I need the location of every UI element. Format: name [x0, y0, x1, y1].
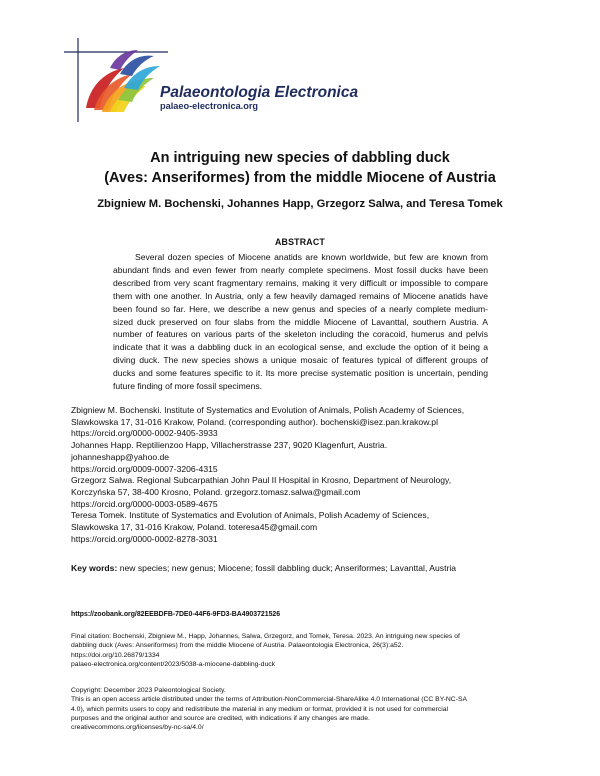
affiliation-line: Grzegorz Salwa. Regional Subcarpathian John Paul II Hospital in Krosno, Department of Neurology,	[71, 475, 452, 486]
article-title-line-2: (Aves: Anseriformes) from the middle Miocene of Austria	[104, 170, 496, 186]
abstract-text: Several dozen species of Miocene anatids are known worldwide, but few are known from abundant finds and even fewer from nearly complete specimens. Most fossil ducks have been described from very scant fragmentary remains, making it very difficult or impossible to compare them with one another. In Austria, only a few heavily damaged remains of Miocene anatids have been found so far. Here, we describe a new genus and species of a nearly complete medium-sized duck preserved on four slabs from the middle Miocene of Lavanttal, southern Austria. A number of features on various parts of the skeleton including the coracoid, humerus and pelvis indicate that it was a dabbling duck in an ecological sense, and exclude the option of it being a diving duck. The new species shows a unique mosaic of features typical of different groups of ducks and some features specific to it. Its more precise systematic position is uncertain, pending future finding of more fossil specimens.	[113, 252, 488, 392]
journal-logo	[64, 38, 168, 122]
keywords-text: new species; new genus; Miocene; fossil dabbling duck; Anseriformes; Lavanttal, Austria	[119, 563, 457, 573]
keywords-label: Key words:	[71, 563, 118, 573]
affiliation-line: Johannes Happ. Reptilienzoo Happ, Villacherstrasse 237, 9020 Klagenfurt, Austria.	[71, 440, 388, 451]
affiliation-line: Slawkowska 17, 31-016 Krakow, Poland. (corresponding author). bochenski@isez.pan.krakow.pl	[71, 416, 438, 427]
orcid-link[interactable]: https://orcid.org/0000-0003-0589-4675	[71, 498, 218, 509]
affiliation-line: Teresa Tomek. Institute of Systematics and Evolution of Animals, Polish Academy of Sciences,	[71, 510, 430, 521]
affiliation-line: Korczyńska 57, 38-400 Krosno, Poland. grzegorz.tomasz.salwa@gmail.com	[71, 486, 361, 497]
affiliation-line: Zbigniew M. Bochenski. Institute of Systematics and Evolution of Animals, Polish Academy of Sciences,	[71, 405, 465, 415]
license-link[interactable]: creativecommons.org/licenses/by-nc-sa/4.0/	[71, 724, 204, 732]
abstract-heading: ABSTRACT	[275, 237, 325, 247]
journal-name: Palaeontologia Electronica	[160, 84, 359, 101]
orcid-link[interactable]: https://orcid.org/0009-0007-3206-4315	[71, 463, 218, 474]
zoobank-link[interactable]: https://zoobank.org/82EEBDFB-7DE0-44F6-9FD3-BA4903721526	[71, 611, 281, 618]
doi-link[interactable]: https://doi.org/10.26879/1334	[71, 651, 160, 659]
orcid-link[interactable]: https://orcid.org/0000-0002-9405-3933	[71, 428, 218, 439]
citation-line: dabbling duck (Aves: Anseriformes) from the middle Miocene of Austria. Palaeontologia Electronica, 26(3):a52.	[71, 642, 404, 650]
article-url-link[interactable]: palaeo-electronica.org/content/2023/5038-a-miocene-dabbling-duck	[71, 660, 276, 668]
copyright-line: This is an open access article distributed under the terms of Attribution-NonCommercial-ShareAlike 4.0 International (CC BY-NC-SA	[71, 696, 468, 704]
logo-swirls	[86, 50, 160, 112]
copyright-line: Copyright: December 2023 Paleontological Society.	[71, 687, 226, 694]
copyright-line: 4.0), which permits users to copy and redistribute the material in any medium or format, provided it is not used for commercial	[71, 705, 449, 713]
affiliation-line: Slawkowska 17, 31-016 Krakow, Poland. toteresa45@gmail.com	[71, 522, 318, 533]
orcid-link[interactable]: https://orcid.org/0000-0002-8278-3031	[71, 533, 218, 544]
citation-line: Final citation: Bochenski, Zbigniew M., Happ, Johannes, Salwa, Grzegorz, and Tomek, Teresa. 2023. An intriguing new species of	[71, 633, 460, 640]
keywords	[71, 563, 456, 573]
copyright-line: purposes and the original author and source are credited, with indications if any changes are made.	[71, 714, 370, 722]
author-affiliations	[71, 405, 541, 545]
final-citation	[71, 632, 541, 669]
article-title-line-1: An intriguing new species of dabbling duck	[150, 150, 450, 166]
copyright-notice	[71, 686, 541, 732]
email-link[interactable]: johanneshapp@yahoo.de	[71, 451, 170, 462]
author-list: Zbigniew M. Bochenski, Johannes Happ, Grzegorz Salwa, and Teresa Tomek	[97, 198, 503, 210]
journal-url[interactable]: palaeo-electronica.org	[160, 101, 259, 111]
